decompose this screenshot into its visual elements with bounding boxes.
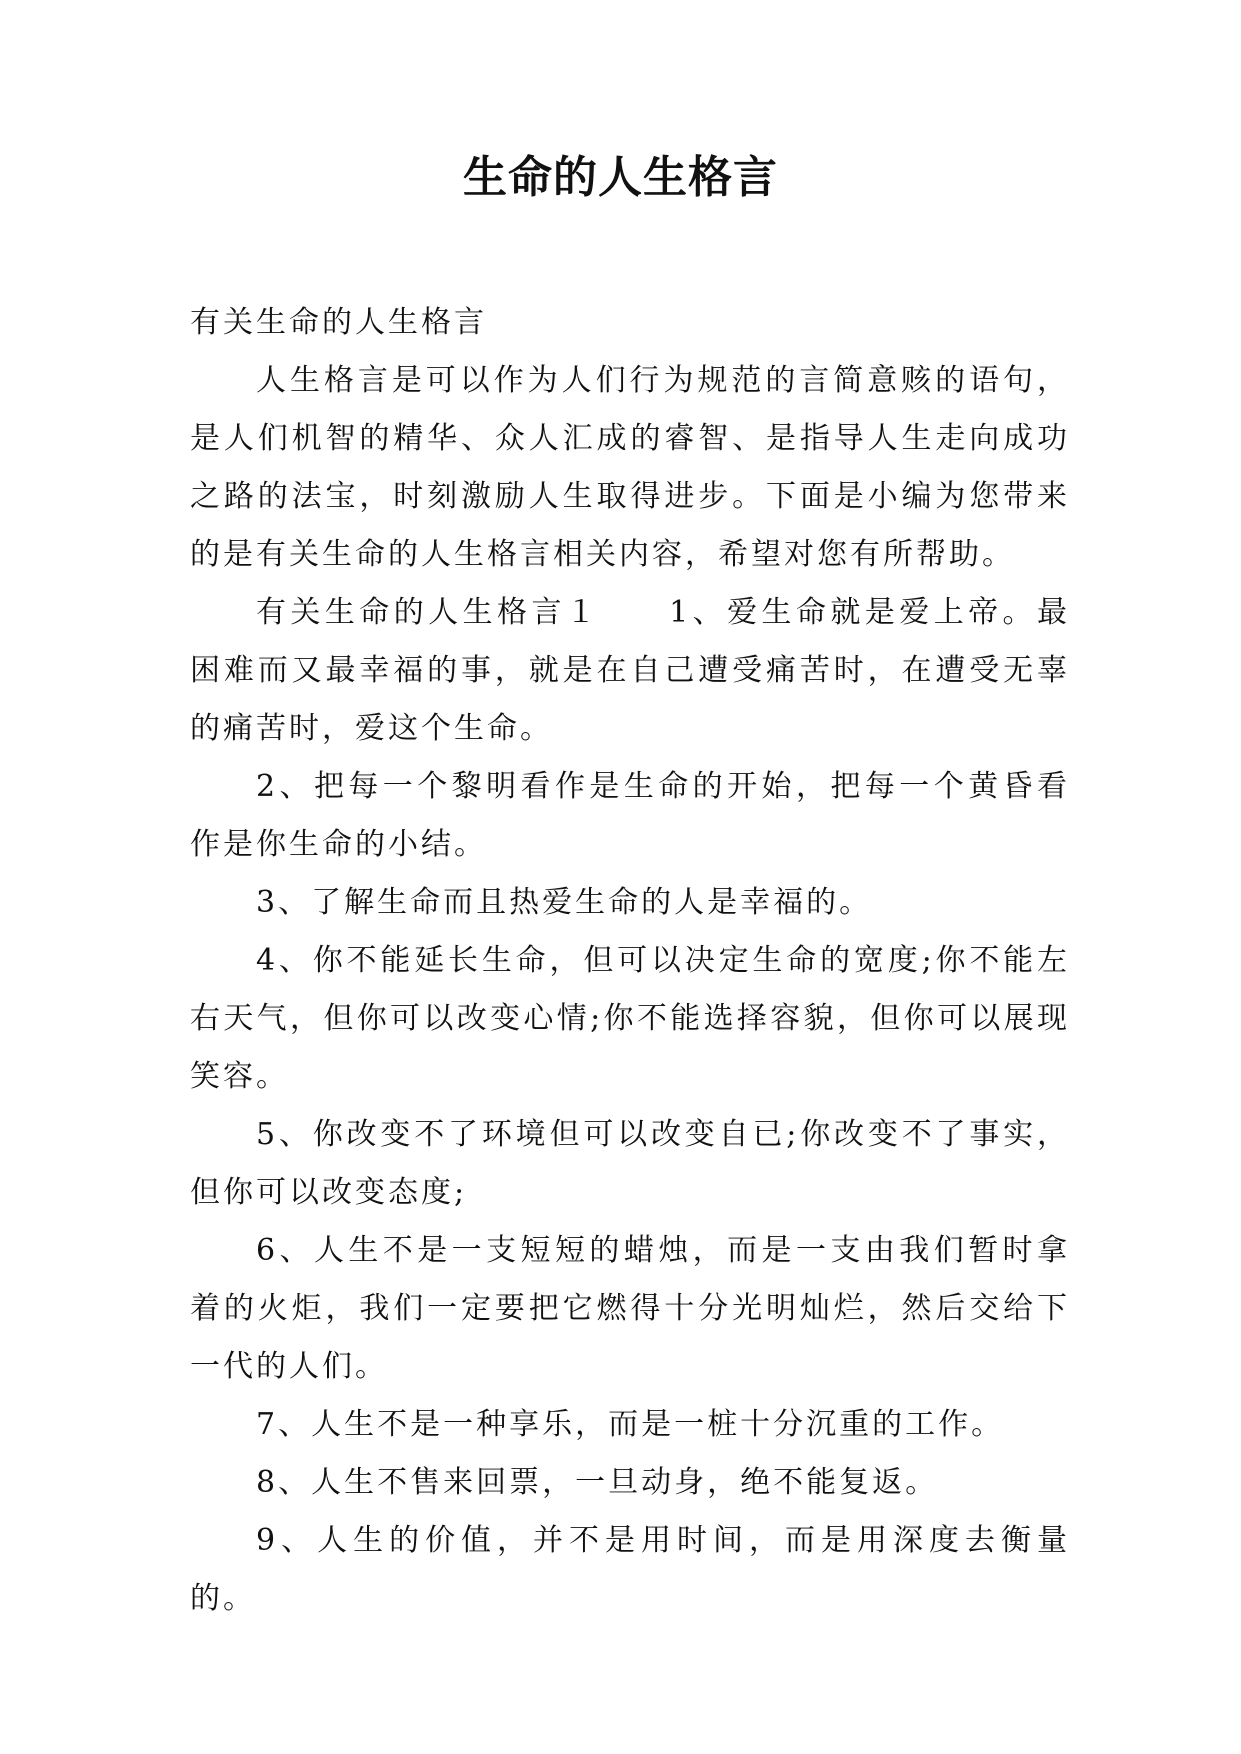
intro-paragraph: 人生格言是可以作为人们行为规范的言简意赅的语句，是人们机智的精华、众人汇成的睿智、是指导人生走向成功之路的法宝，时刻激励人生取得进步。下面是小编为您带来的是有关生命的人生格言相关内容，希望对您有所帮助。 (190, 363, 1070, 572)
quote-item: 2、把每一个黎明看作是生命的开始，把每一个黄昏看作是你生命的小结。 (190, 769, 1070, 862)
quote-item: 有关生命的人生格言１ 1、爱生命就是爱上帝。最困难而又最幸福的事，就是在自己遭受痛苦时，在遭受无辜的痛苦时，爱这个生命。 (190, 595, 1070, 746)
quote-item: 6、人生不是一支短短的蜡烛，而是一支由我们暂时拿着的火炬，我们一定要把它燃得十分光明灿烂，然后交给下一代的人们。 (190, 1233, 1070, 1384)
quote-item: 4、你不能延长生命，但可以决定生命的宽度;你不能左右天气，但你可以改变心情;你不能选择容貌，但你可以展现笑容。 (190, 943, 1070, 1094)
quote-item: 7、人生不是一种享乐，而是一桩十分沉重的工作。 (256, 1407, 1005, 1442)
document-body (190, 294, 1070, 1628)
quote-item: 5、你改变不了环境但可以改变自已;你改变不了事实，但你可以改变态度; (190, 1117, 1070, 1210)
quote-item: 9、人生的价值，并不是用时间，而是用深度去衡量的。 (190, 1523, 1070, 1616)
section-heading: 有关生命的人生格言 (190, 305, 487, 340)
quote-item: 8、人生不售来回票，一旦动身，绝不能复返。 (256, 1465, 939, 1500)
document-title: 生命的人生格言 (463, 152, 778, 203)
quote-item: 3、了解生命而且热爱生命的人是幸福的。 (256, 885, 873, 920)
